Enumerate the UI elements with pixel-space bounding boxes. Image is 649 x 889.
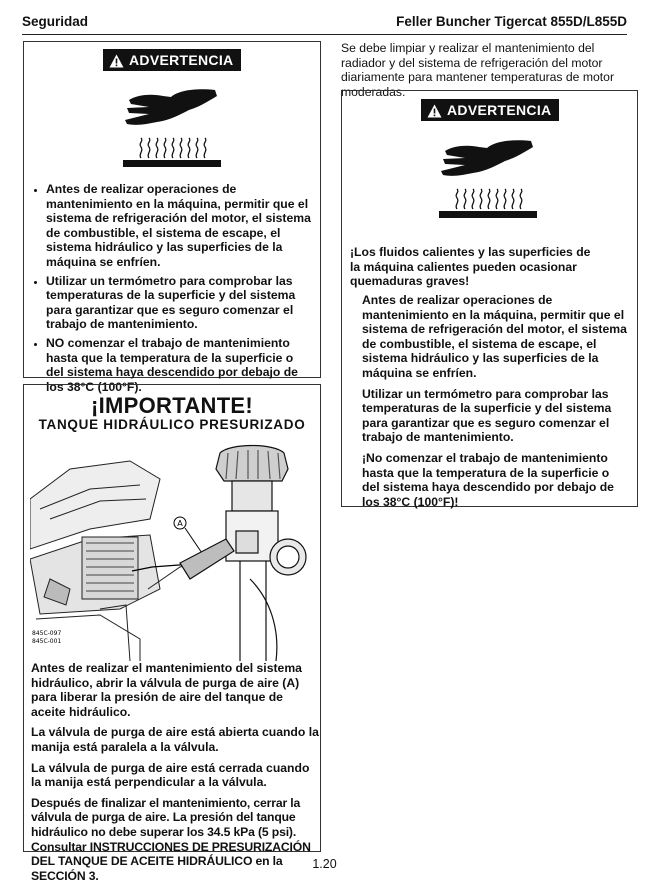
page-number: 1.20 [312, 857, 337, 871]
left-warning-tag-label: ADVERTENCIA [129, 52, 234, 68]
right-warning-lead: ¡Los fluidos calientes y las superficies de la máquina calientes pueden ocasionar quemaduras graves! [350, 245, 591, 289]
section-title: Seguridad [22, 14, 89, 29]
left-warning-list [32, 182, 312, 398]
left-warning-box [23, 41, 321, 394]
intro-text: Se debe limpiar y realizar el mantenimiento del radiador y del sistema de refrigeración del motor diariamente para mantener temperaturas de motor moderadas. [341, 41, 615, 99]
left-warning-tag [103, 49, 241, 71]
list-item: • Utilizar un termómetro para comprobar las temperaturas de la superficie y del sistema para garantizar que es seguro comenzar el trabajo de mantenimiento. [46, 274, 312, 332]
hot-surface-hand-icon [435, 131, 541, 223]
figure-callout-a: A [177, 519, 183, 528]
warning-triangle-icon [109, 54, 124, 68]
hot-surface-hand-icon [119, 80, 225, 172]
figure-code-1: 845C-097 [32, 630, 62, 637]
right-warning-paragraph: Utilizar un termómetro para comprobar las temperaturas de la superficie y del sistema para garantizar que es seguro comenzar el trabajo de mantenimiento. [362, 386, 612, 445]
important-paragraph: Después de finalizar el mantenimiento, cerrar la válvula de purga de aire. La presión del tanque hidráulico no debe superar los 34.5 kPa (5 psi). Consultar INSTRUCCIONES DE PRESURIZACIÓN DEL TANQUE DE ACEITE HIDRÁULICO en la SECCIÓN 3. [31, 795, 311, 883]
list-item: • Antes de realizar operaciones de mantenimiento en la máquina, permitir que el sistema de refrigeración del motor, el sistema de combustible, el sistema de escape, el sistema hidráulico y las superficies de la máquina se enfríen. [46, 182, 312, 270]
right-warning-box [341, 90, 638, 507]
important-box [23, 384, 321, 883]
important-paragraph: La válvula de purga de aire está cerrada cuando la manija está perpendicular a la válvula. [31, 760, 310, 790]
right-warning-paragraph: Antes de realizar operaciones de mantenimiento en la máquina, permitir que el sistema de refrigeración del motor, el sistema de combustible, el sistema de escape, el sistema hidráulico y las superficies de la máquina se enfríen. [362, 293, 627, 380]
right-warning-tag [421, 99, 559, 121]
important-title: ¡IMPORTANTE! [90, 393, 254, 418]
important-paragraphs [31, 661, 319, 889]
important-subtitle: TANQUE HIDRÁULICO PRESURIZADO [38, 417, 306, 432]
list-item: • NO comenzar el trabajo de mantenimiento hasta que la temperatura de la superficie o del sistema haya descendido por debajo de los 38°C (100°F). [46, 336, 312, 394]
figure-code-2: 845C-001 [32, 638, 62, 645]
header-rule [22, 34, 627, 35]
right-warning-text [350, 245, 600, 295]
document-model-title: Feller Buncher Tigercat 855D/L855D [396, 14, 627, 29]
right-warning-tag-label: ADVERTENCIA [447, 102, 552, 118]
important-paragraph: Antes de realizar el mantenimiento del sistema hidráulico, abrir la válvula de purga de aire (A) para liberar la presión de aire del tanque de aceite hidráulico. [31, 661, 302, 719]
important-paragraph: La válvula de purga de aire está abierta cuando la manija está paralela a la válvula. [31, 725, 319, 754]
right-warning-paragraphs [362, 293, 628, 515]
warning-triangle-icon [427, 104, 442, 118]
right-warning-paragraph: ¡No comenzar el trabajo de mantenimiento hasta que la temperatura de la superficie o del sistema haya descendido por debajo de los 38°C (100°F)! [362, 450, 614, 509]
hydraulic-tank-valve-illustration [30, 439, 318, 661]
